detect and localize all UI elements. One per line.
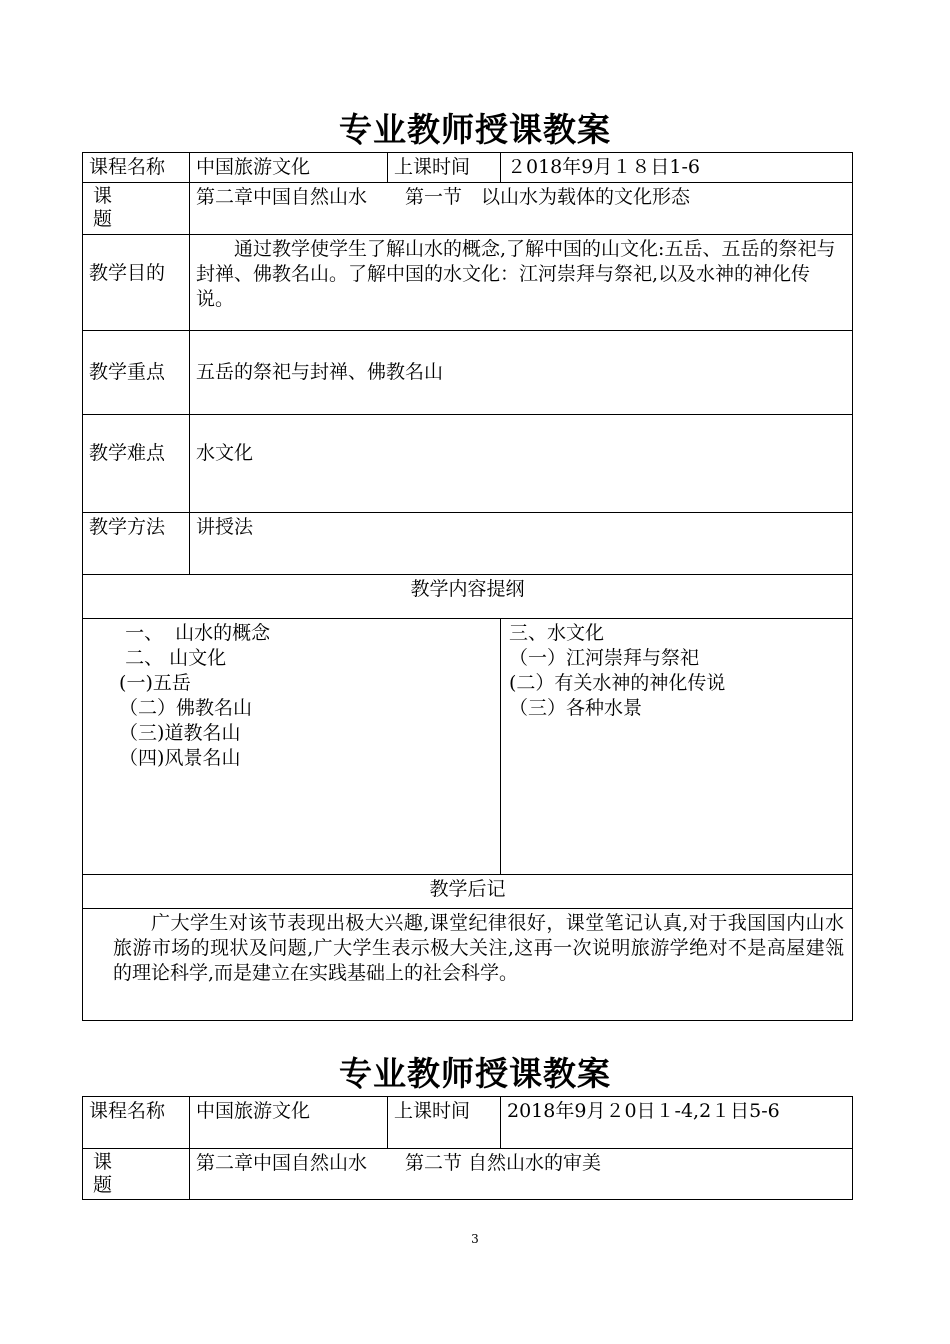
outline-left (83, 619, 501, 875)
course-name-label: 课程名称 (83, 153, 190, 183)
class-time-value: ２018年9月１８日1-6 (501, 153, 853, 183)
difficulty-label: 教学难点 (83, 415, 190, 513)
outline-item: （三）各种水景 (509, 697, 643, 719)
key-point-label: 教学重点 (83, 331, 190, 415)
outline-header: 教学内容提纲 (83, 575, 853, 619)
outline-item: 一、 山水的概念 (113, 622, 271, 644)
difficulty-value: 水文化 (190, 415, 853, 513)
postscript-header: 教学后记 (83, 875, 853, 909)
course-name-value: 中国旅游文化 (190, 153, 388, 183)
outline-item: (二）有关水神的神化传说 (509, 672, 726, 694)
class-time-label: 上课时间 (388, 153, 501, 183)
outline-item: 三、水文化 (509, 622, 605, 644)
class-time-value: 2018年9月２0日１-4,2１日5-6 (501, 1097, 853, 1149)
page-title-2: 专业教师授课教案 (339, 1054, 611, 1093)
course-name-label: 课程名称 (83, 1097, 190, 1149)
lesson-plan-table (82, 152, 853, 1021)
outline-item: （一）江河崇拜与祭祀 (509, 647, 700, 669)
course-name-value: 中国旅游文化 (190, 1097, 388, 1149)
goal-label: 教学目的 (83, 235, 190, 331)
outline-item: 二、 山文化 (113, 647, 227, 669)
outline-item: （四)风景名山 (113, 747, 241, 769)
class-time-label: 上课时间 (388, 1097, 501, 1149)
topic-value: 第二章中国自然山水 第一节 以山水为载体的文化形态 (190, 183, 853, 235)
page-number: 3 (471, 1232, 479, 1246)
goal-value: 通过教学使学生了解山水的概念,了解中国的山文化:五岳、五岳的祭祀与封禅、佛教名山。了解中国的水文化：江河崇拜与祭祀,以及水神的神化传说。 (190, 235, 853, 331)
outline-item: （二）佛教名山 (113, 697, 253, 719)
method-value: 讲授法 (190, 513, 853, 575)
postscript-value: 广大学生对该节表现出极大兴趣,课堂纪律很好，课堂笔记认真,对于我国国内山水旅游市场的现状及问题,广大学生表示极大关注,这再一次说明旅游学绝对不是高屋建瓴的理论科学,而是建立在实践基础上的社会科学。 (83, 909, 853, 1021)
topic-value: 第二章中国自然山水 第二节 自然山水的审美 (190, 1149, 853, 1200)
key-point-value: 五岳的祭祀与封禅、佛教名山 (190, 331, 853, 415)
outline-item: (一)五岳 (113, 672, 191, 694)
page-title: 专业教师授课教案 (339, 110, 611, 149)
outline-item: （三)道教名山 (113, 722, 241, 744)
method-label: 教学方法 (83, 513, 190, 575)
topic-label: 课 题 (83, 183, 190, 235)
topic-label: 课 题 (83, 1149, 190, 1200)
outline-right (501, 619, 853, 875)
lesson-plan-table-2 (82, 1096, 853, 1200)
